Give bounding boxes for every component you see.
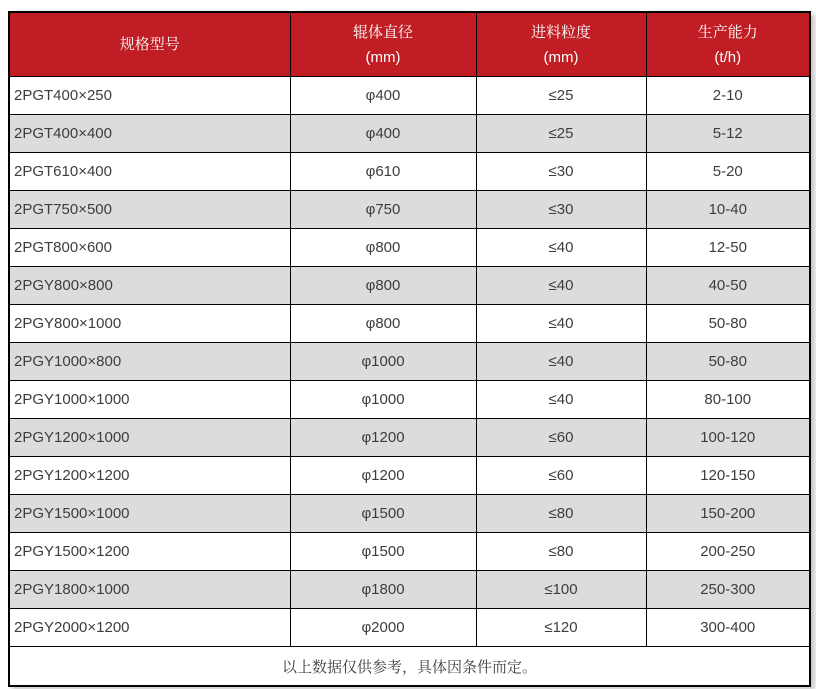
table-row [9,571,810,609]
table-row [9,343,810,381]
feed-size-cell: ≤40 [476,305,646,343]
table-row [9,305,810,343]
table-row [9,77,810,115]
diameter-cell: φ1200 [290,419,476,457]
table-footer [9,647,810,687]
capacity-cell: 80-100 [646,381,810,419]
feed-size-cell: ≤40 [476,267,646,305]
capacity-cell: 50-80 [646,343,810,381]
model-cell: 2PGY1000×1000 [9,381,290,419]
column-header-line: (t/h) [714,48,742,66]
column-header-line: 生产能力 [697,23,758,41]
model-cell: 2PGY1500×1200 [9,533,290,571]
diameter-cell: φ1200 [290,457,476,495]
footer-note: 以上数据仅供参考，具体因条件而定。 [9,647,810,687]
capacity-cell: 2-10 [646,77,810,115]
diameter-cell: φ1800 [290,571,476,609]
feed-size-cell: ≤60 [476,419,646,457]
capacity-cell: 5-12 [646,115,810,153]
feed-size-cell: ≤25 [476,115,646,153]
feed-size-cell: ≤25 [476,77,646,115]
table-row [9,115,810,153]
diameter-cell: φ400 [290,115,476,153]
capacity-cell: 5-20 [646,153,810,191]
feed-size-cell: ≤40 [476,343,646,381]
capacity-cell: 12-50 [646,229,810,267]
column-header-spec-model [9,12,290,77]
column-header-line: (mm) [543,48,579,66]
capacity-cell: 300-400 [646,609,810,647]
capacity-cell: 40-50 [646,267,810,305]
capacity-cell: 100-120 [646,419,810,457]
capacity-cell: 10-40 [646,191,810,229]
model-cell: 2PGT750×500 [9,191,290,229]
table-row [9,609,810,647]
feed-size-cell: ≤30 [476,191,646,229]
feed-size-cell: ≤80 [476,533,646,571]
diameter-cell: φ800 [290,305,476,343]
model-cell: 2PGY1800×1000 [9,571,290,609]
header-row [9,12,810,77]
model-cell: 2PGT800×600 [9,229,290,267]
diameter-cell: φ1500 [290,495,476,533]
column-header-line: (mm) [365,48,401,66]
diameter-cell: φ610 [290,153,476,191]
feed-size-cell: ≤100 [476,571,646,609]
diameter-cell: φ1500 [290,533,476,571]
model-cell: 2PGY1500×1000 [9,495,290,533]
diameter-cell: φ1000 [290,381,476,419]
table-row [9,381,810,419]
capacity-cell: 150-200 [646,495,810,533]
table-row [9,153,810,191]
footer-row [9,647,810,687]
column-header-line: 进料粒度 [530,23,591,41]
table-row [9,267,810,305]
feed-size-cell: ≤80 [476,495,646,533]
model-cell: 2PGY1200×1000 [9,419,290,457]
model-cell: 2PGT400×400 [9,115,290,153]
table-body [9,77,810,647]
feed-size-cell: ≤40 [476,229,646,267]
table-row [9,457,810,495]
diameter-cell: φ750 [290,191,476,229]
capacity-cell: 120-150 [646,457,810,495]
table-row [9,229,810,267]
diameter-cell: φ2000 [290,609,476,647]
table-row [9,495,810,533]
feed-size-cell: ≤60 [476,457,646,495]
feed-size-cell: ≤40 [476,381,646,419]
table-row [9,419,810,457]
spec-table [8,11,811,687]
model-cell: 2PGY1000×800 [9,343,290,381]
model-cell: 2PGY800×1000 [9,305,290,343]
column-header-roller-diameter [290,12,476,77]
capacity-cell: 50-80 [646,305,810,343]
table-row [9,191,810,229]
column-header-line: 规格型号 [119,36,180,53]
column-header-line: 辊体直径 [352,23,413,41]
model-cell: 2PGT400×250 [9,77,290,115]
capacity-cell: 200-250 [646,533,810,571]
diameter-cell: φ1000 [290,343,476,381]
column-header-capacity [646,12,810,77]
model-cell: 2PGY2000×1200 [9,609,290,647]
column-header-feed-size [476,12,646,77]
diameter-cell: φ800 [290,267,476,305]
table-row [9,533,810,571]
feed-size-cell: ≤120 [476,609,646,647]
table-header [9,12,810,77]
feed-size-cell: ≤30 [476,153,646,191]
capacity-cell: 250-300 [646,571,810,609]
model-cell: 2PGY800×800 [9,267,290,305]
model-cell: 2PGT610×400 [9,153,290,191]
diameter-cell: φ800 [290,229,476,267]
diameter-cell: φ400 [290,77,476,115]
model-cell: 2PGY1200×1200 [9,457,290,495]
